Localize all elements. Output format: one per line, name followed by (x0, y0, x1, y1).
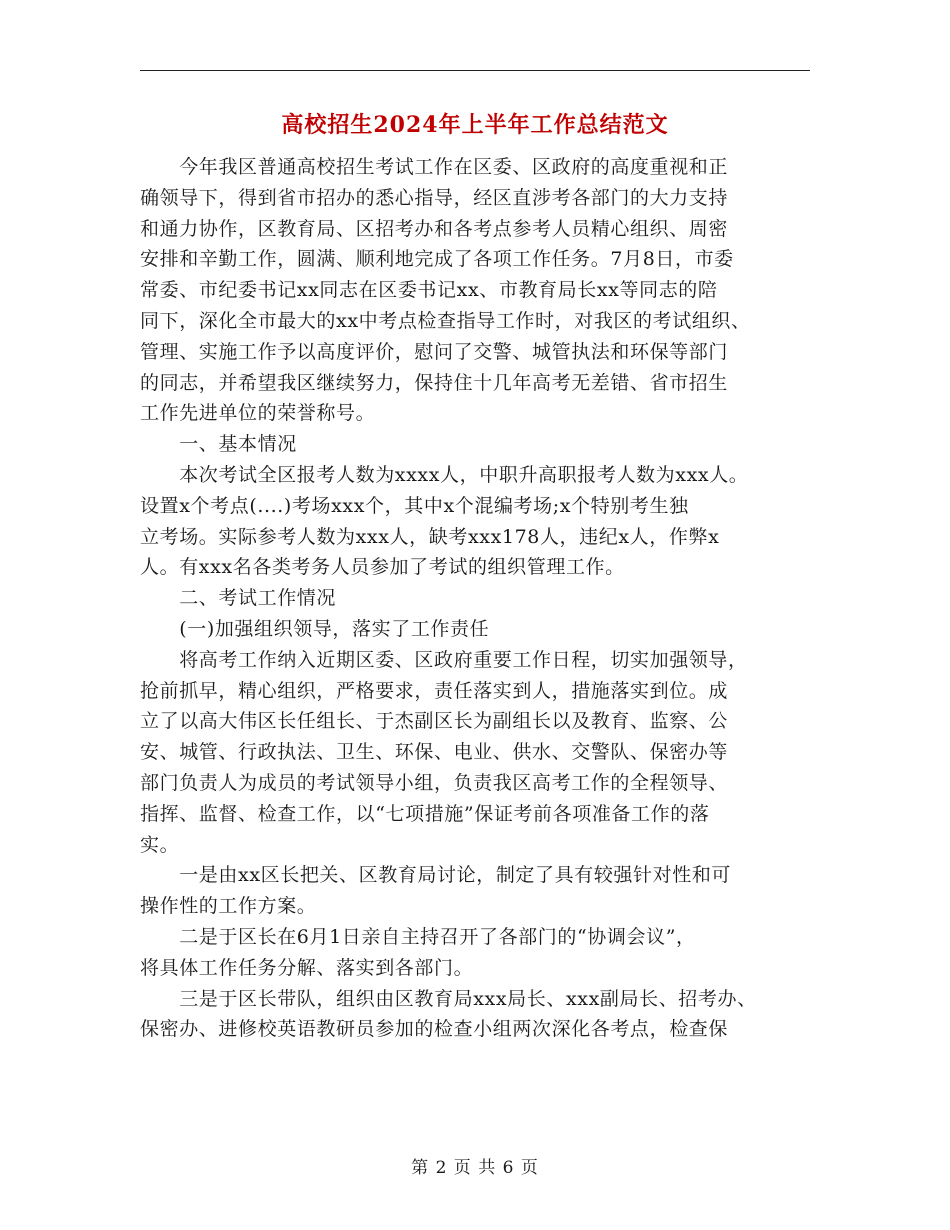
text-line: 的同志，并希望我区继续努力，保持住十几年高考无差错、省市招生 (140, 371, 729, 394)
text-line: 人。有xxx名各类考务人员参加了考试的组织管理工作。 (140, 556, 625, 579)
section-heading: 一、基本情况 (140, 433, 297, 456)
text-line: 实。 (140, 833, 180, 856)
text-line: 部门负责人为成员的考试领导小组，负责我区高考工作的全程领导、 (140, 771, 729, 794)
text-line: 立了以高大伟区长任组长、于杰副区长为副组长以及教育、监察、公 (140, 710, 729, 733)
page-footer: 第 2 页 共 6 页 (411, 1158, 539, 1178)
text-line: 常委、市纪委书记xx同志在区委书记xx、市教育局长xx等同志的陪 (140, 279, 718, 302)
text-line: 和通力协作，区教育局、区招考办和各考点参考人员精心组织、周密 (140, 217, 729, 240)
text-line: 安、城管、行政执法、卫生、环保、电业、供水、交警队、保密办等 (140, 741, 729, 764)
text-line: 抢前抓早，精心组织，严格要求，责任落实到人，措施落实到位。成 (140, 679, 729, 702)
text-line: 同下，深化全市最大的xx中考点检查指导工作时，对我区的考试组织、 (140, 309, 751, 332)
subsection-heading: (一)加强组织领导，落实了工作责任 (140, 617, 490, 640)
text-line: 确领导下，得到省市招办的悉心指导，经区直涉考各部门的大力支持 (140, 186, 729, 209)
section-heading: 二、考试工作情况 (140, 587, 337, 610)
header-rule (140, 70, 810, 71)
text-line: 设置x个考点(....)考场xxx个，其中x个混编考场;x个特别考生独 (140, 494, 689, 517)
text-line: 保密办、进修校英语教研员参加的检查小组两次深化各考点，检查保 (140, 1018, 729, 1041)
text-line: 将高考工作纳入近期区委、区政府重要工作日程，切实加强领导， (140, 648, 748, 671)
document-title: 高校招生2024年上半年工作总结范文 (281, 112, 669, 138)
text-line: 立考场。实际参考人数为xxx人，缺考xxx178人，违纪x人，作弊x (140, 525, 720, 548)
text-line: 二是于区长在6月1日亲自主持召开了各部门的“协调会议”， (140, 925, 696, 948)
text-line: 本次考试全区报考人数为xxxx人，中职升高职报考人数为xxx人。 (140, 463, 749, 486)
text-line: 今年我区普通高校招生考试工作在区委、区政府的高度重视和正 (140, 156, 729, 178)
text-line: 工作先进单位的荣誉称号。 (140, 402, 376, 425)
document-body (140, 152, 820, 1045)
text-line: 指挥、监督、检查工作，以“七项措施”保证考前各项准备工作的落 (140, 802, 710, 825)
text-line: 三是于区长带队，组织由区教育局xxx局长、xxx副局长、招考办、 (140, 987, 757, 1010)
text-line: 安排和辛勤工作，圆满、顺利地完成了各项工作任务。7月8日，市委 (140, 248, 734, 271)
text-line: 操作性的工作方案。 (140, 895, 317, 918)
text-line: 一是由xx区长把关、区教育局讨论，制定了具有较强针对性和可 (140, 864, 732, 887)
text-line: 管理、实施工作予以高度评价，慰问了交警、城管执法和环保等部门 (140, 340, 729, 363)
text-line: 将具体工作任务分解、落实到各部门。 (140, 956, 474, 979)
